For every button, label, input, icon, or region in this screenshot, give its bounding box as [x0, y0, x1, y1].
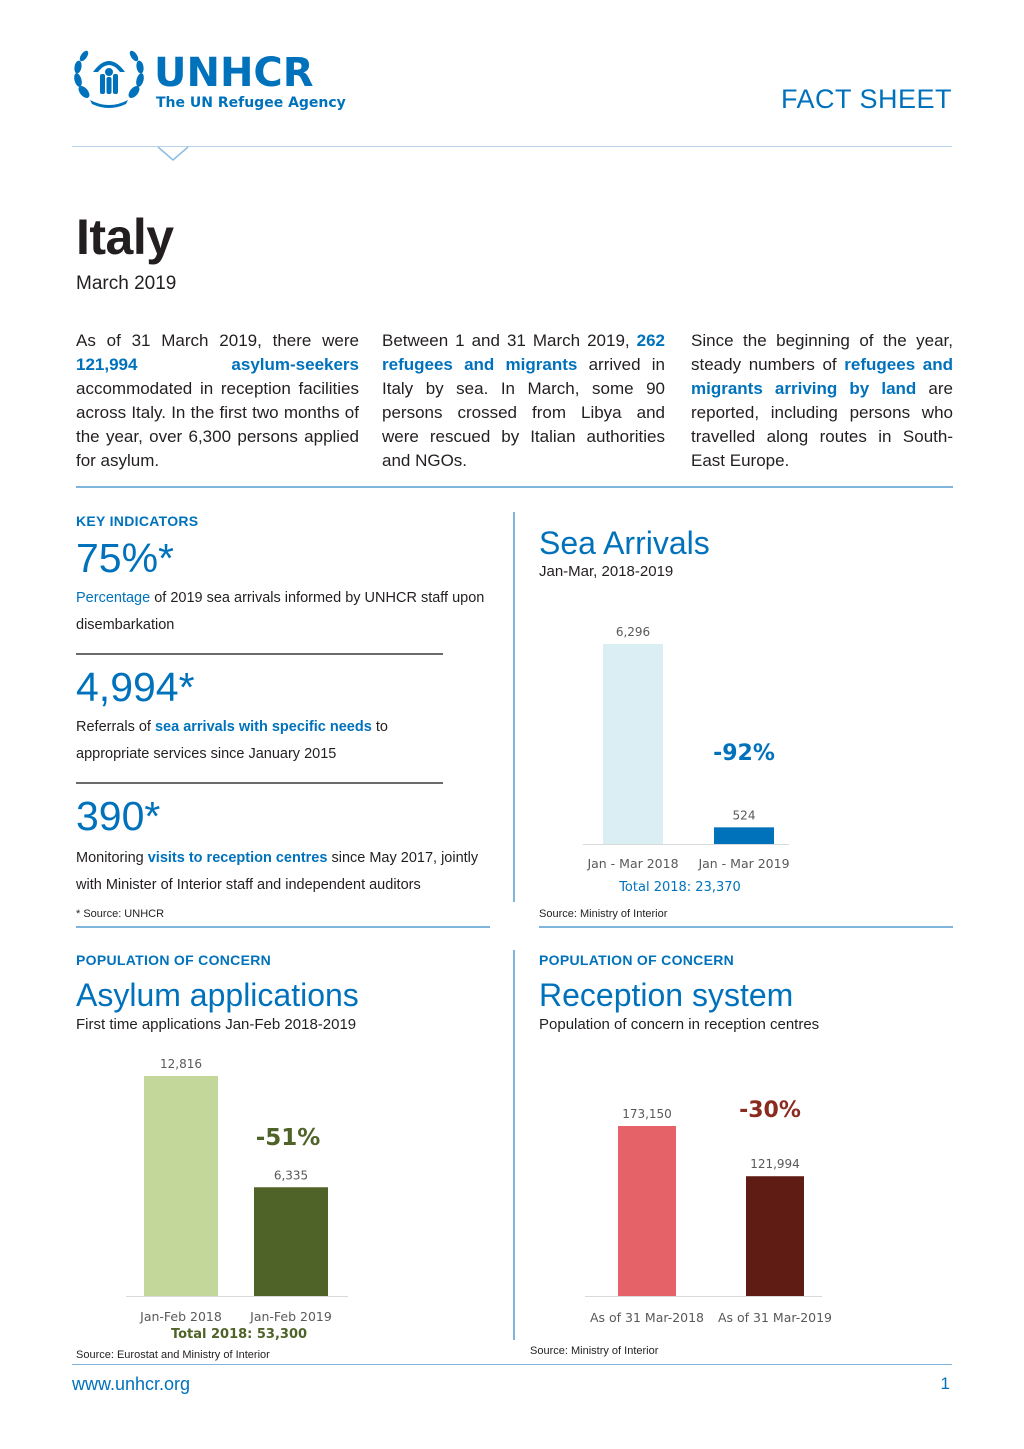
intro-paragraph: Between 1 and 31 March 2019, 262 refugees and migrants arrived in Italy by sea. In March, some 90 persons crossed from Libya and were rescued by Italian authorities and NGOs. [382, 331, 665, 470]
unhcr-logo [70, 48, 350, 114]
chart-total-note: Total 2018: 53,300 [170, 1327, 308, 1342]
category-label: Jan-Feb 2018 [140, 1309, 222, 1324]
population-of-concern-label: POPULATION OF CONCERN [76, 952, 272, 968]
chart-bar [746, 1176, 804, 1296]
bar-value-label: 12,816 [160, 1057, 202, 1071]
sea-arrivals-chart [539, 600, 839, 900]
unhcr-emblem-icon [70, 48, 350, 114]
bar-value-label: 524 [732, 808, 756, 823]
chart-bar [618, 1126, 676, 1296]
category-label: Jan - Mar 2018 [587, 856, 679, 871]
bar-value-label: 6,296 [615, 625, 651, 639]
chart-subtitle: First time applications Jan-Feb 2018-2019 [76, 1016, 357, 1033]
indicator-description: Percentage of 2019 sea arrivals informed by UNHCR staff upon disembarkation [76, 590, 485, 633]
doc-type-label: FACT SHEET [780, 84, 952, 114]
chart-bar [254, 1187, 328, 1296]
change-percentage-label: -51% [255, 1125, 321, 1151]
chart-source: Source: Ministry of Interior [539, 908, 668, 920]
chart-bar [603, 644, 663, 844]
header-divider [72, 146, 952, 147]
section-divider [76, 486, 953, 488]
category-label: As of 31 Mar-2019 [717, 1310, 833, 1325]
chart-subtitle: Population of concern in reception centres [539, 1016, 820, 1033]
bar-value-label: 121,994 [750, 1157, 800, 1172]
reception-system-chart [539, 1060, 859, 1340]
chart-title: Reception system [539, 977, 794, 1013]
population-of-concern-label: POPULATION OF CONCERN [539, 952, 735, 968]
asylum-applications-chart [76, 1040, 396, 1345]
chart-source: Source: Eurostat and Ministry of Interior [76, 1349, 270, 1361]
chevron-down-icon [157, 146, 189, 162]
change-percentage-label: -92% [713, 741, 775, 766]
bar-value-label: 6,335 [273, 1168, 309, 1183]
key-indicators-label: KEY INDICATORS [76, 513, 199, 529]
indicator-divider [76, 782, 443, 784]
page-number: 1 [940, 1374, 950, 1393]
section-divider [76, 926, 490, 928]
category-label: Jan - Mar 2019 [698, 856, 790, 871]
indicators-source: * Source: UNHCR [76, 908, 165, 920]
footer-website-link[interactable]: www.unhcr.org [72, 1374, 191, 1394]
intro-paragraph: As of 31 March 2019, there were 121,994 asylum-seekers accommodated in reception facilities across Italy. In the first two months of the year, over 6,300 persons applied for asylum. [76, 331, 359, 470]
column-divider [513, 512, 515, 902]
chart-bar [144, 1076, 218, 1296]
section-divider [539, 926, 953, 928]
indicator-value: 4,994* [76, 664, 195, 710]
footer-divider [72, 1364, 952, 1365]
category-label: As of 31 Mar-2018 [589, 1310, 705, 1325]
indicator-divider [76, 653, 443, 655]
indicator-value: 75%* [76, 535, 175, 581]
chart-title: Sea Arrivals [539, 525, 710, 561]
chart-total-note: Total 2018: 23,370 [619, 880, 741, 895]
chart-bar [714, 827, 774, 844]
svg-text:The UN Refugee Agency: The UN Refugee Agency [156, 95, 346, 111]
column-divider [513, 950, 515, 1340]
bar-value-label: 173,150 [622, 1107, 672, 1121]
indicator-description: Monitoring visits to reception centres since May 2017, jointly with Minister of Interior staff and independent auditors [76, 850, 479, 893]
indicator-value: 390* [76, 793, 161, 839]
page-title: Italy [76, 209, 174, 265]
indicator-description: Referrals of sea arrivals with specific needs to appropriate services since January 2015 [76, 719, 388, 762]
chart-subtitle: Jan-Mar, 2018-2019 [539, 563, 674, 580]
chart-title: Asylum applications [76, 977, 359, 1013]
svg-text:UNHCR: UNHCR [154, 50, 314, 96]
chart-source: Source: Ministry of Interior [530, 1345, 659, 1357]
page-subtitle: March 2019 [76, 273, 177, 294]
intro-paragraph: Since the beginning of the year, steady numbers of refugees and migrants arriving by land are reported, including persons who travelled along routes in South-East Europe. [691, 331, 954, 470]
category-label: Jan-Feb 2019 [250, 1309, 332, 1324]
change-percentage-label: -30% [739, 1098, 801, 1123]
